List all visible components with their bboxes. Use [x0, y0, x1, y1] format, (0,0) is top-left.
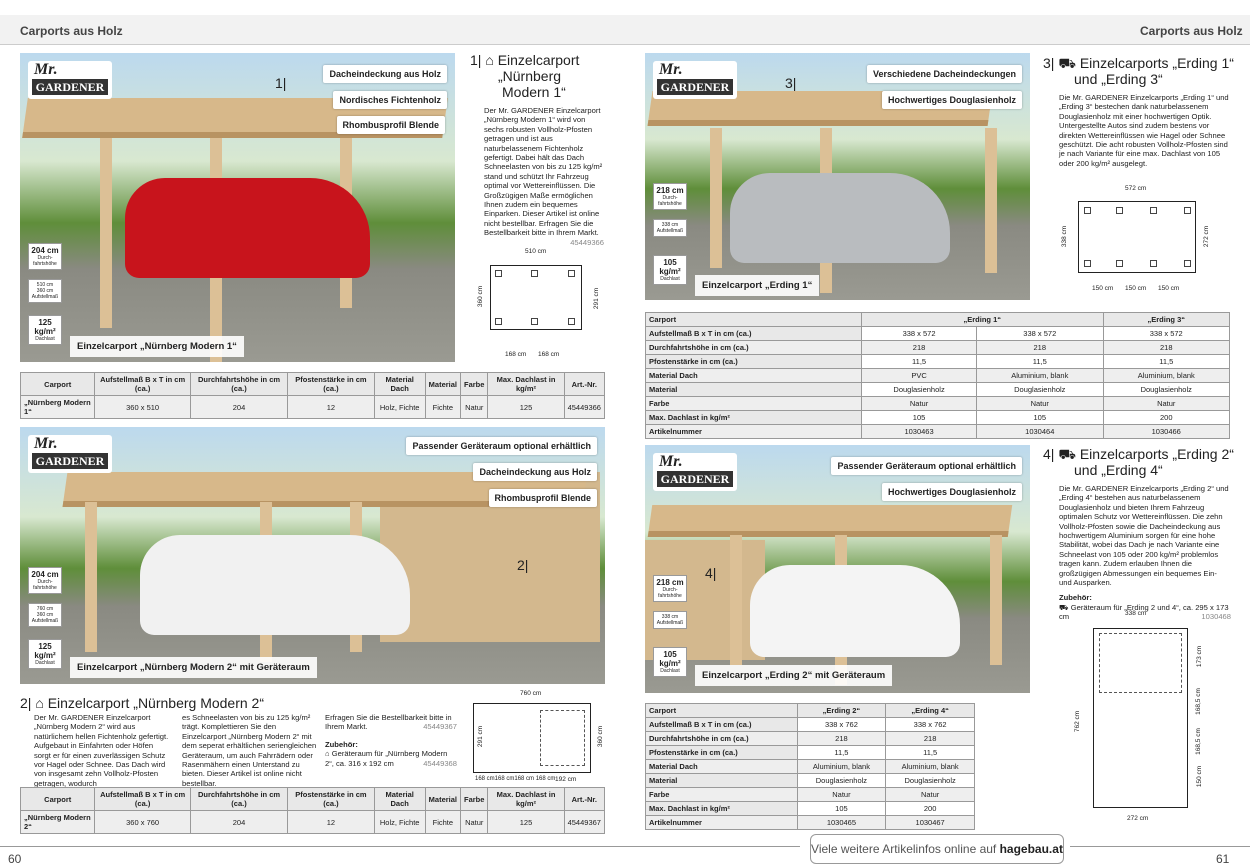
photo-number: 1|: [275, 75, 287, 91]
table-cell: Natur: [886, 788, 975, 802]
spec-table-4: [645, 703, 975, 830]
table-cell: Max. Dachlast in kg/m²: [646, 411, 862, 425]
table-cell: Durchfahrtshöhe in cm (ca.): [646, 732, 798, 746]
column-header: Carport: [646, 704, 798, 718]
table-cell: 1030465: [797, 816, 886, 830]
table-row: [646, 425, 1230, 439]
header-band: [0, 15, 1250, 45]
photo-caption: Einzelcarport „Erding 1“: [695, 275, 819, 296]
table-cell: 200: [1103, 411, 1230, 425]
table-cell: Material: [646, 774, 798, 788]
table-cell: Artikelnummer: [646, 425, 862, 439]
feature-tag: Rhombusprofil Blende: [337, 116, 446, 134]
table-cell: 45449367: [564, 811, 604, 834]
section-title-right: Carports aus Holz: [1140, 24, 1243, 38]
table-cell: Material: [646, 383, 862, 397]
feature-tag: Hochwertiges Douglasienholz: [882, 483, 1022, 501]
photo-nuernberg-modern-2: [20, 427, 605, 684]
table-cell: Aluminium, blank: [797, 760, 886, 774]
photo-number: 2|: [517, 557, 529, 573]
online-info-banner[interactable]: Viele weitere Artikelinfos online auf hagebau.at: [810, 834, 1064, 864]
table-cell: 11,5: [977, 355, 1103, 369]
mr-gardener-logo: Mr. GARDENER: [653, 453, 737, 491]
column-header: „Erding 1“: [862, 313, 1103, 327]
column-header: Carport: [21, 788, 95, 811]
floorplan-1: 510 cm 360 cm 291 cm 168 cm 168 cm: [477, 248, 601, 358]
load-badge: 105 kg/m² Dachlast: [653, 647, 687, 677]
table-cell: 218: [886, 732, 975, 746]
table-cell: Natur: [797, 788, 886, 802]
table-cell: 338 x 762: [886, 718, 975, 732]
photo-erding-1: [645, 53, 1030, 300]
house-icon: ⌂: [325, 749, 330, 759]
table-cell: 11,5: [886, 746, 975, 760]
feature-tag: Passender Geräteraum optional erhältlich: [831, 457, 1022, 475]
table-cell: 218: [862, 341, 977, 355]
column-header: Max. Dachlast in kg/m²: [488, 373, 564, 396]
table-row: [646, 732, 975, 746]
table-cell: 105: [977, 411, 1103, 425]
table-cell: 105: [862, 411, 977, 425]
product-description: Der Mr. GARDENER Einzelcarport „Nürnberg Modern 1“ wird von sechs robusten Vollholz-Pfosten getragen und ist aus naturbelassenem Fichtenholz gefertigt. Dabei hält das Dach Schneelasten von bis zu 125 kg/m² stand und schützt Ihr Fahrzeug optimal vor Wettereinflüssen. Die Großzügigen Maße ermöglichen Ihnen zudem ein bequemes Einparken. Dieser Artikel ist online nicht bestellbar. Erfragen Sie die Bestellbarkeit bitte in Ihrem Markt. 45449366: [484, 106, 604, 247]
table-cell: Fichte: [425, 811, 460, 834]
column-header: Aufstellmaß B x T in cm (ca.): [95, 373, 190, 396]
spec-table-1: [20, 372, 605, 419]
table-cell: Holz, Fichte: [374, 396, 425, 419]
mr-gardener-logo: Mr. GARDENER: [28, 435, 112, 473]
table-cell: Max. Dachlast in kg/m²: [646, 802, 798, 816]
truck-icon: ⛟: [1059, 602, 1069, 612]
table-cell: Artikelnummer: [646, 816, 798, 830]
table-cell: 125: [488, 811, 564, 834]
column-header: Carport: [646, 313, 862, 327]
product-title: 4| ⛟ Einzelcarports „Erding 2“ und „Erding 4“: [1043, 446, 1234, 478]
product-4-info: 4| ⛟ Einzelcarports „Erding 2“ und „Erding 4“ Die Mr. GARDENER Einzelcarports „Erding 2“ und „Erding 4“ bestehen aus naturbelassenem Douglasienholz und bieten Ihrem Fahrzeug optimalen Schutz vor Wettereinflüssen. Die zehn Vollholz-Pfosten sowie die Dacheindeckung aus hochwertigem Aluminium sorgen für eine hohe Stabilität, wobei das Dach je nach Variante eine Schneelast von 105 oder 200 kg/m² problemlos tragen kann. Zudem erlauben Ihnen die großzügigen Abmessungen ein bequemes Ein- und Ausparken. Zubehör: ⛟ Geräteraum für „Erding 2 und 4“, ca. 295 x 173 cm 1030468: [1043, 446, 1238, 622]
feature-tag: Nordisches Fichtenholz: [333, 91, 447, 109]
size-badge: 510 cm 360 cm Aufstellmaß: [28, 279, 62, 303]
truck-icon: ⛟: [1058, 55, 1076, 71]
table-row: [646, 718, 975, 732]
feature-tag: Hochwertiges Douglasienholz: [882, 91, 1022, 109]
table-cell: Natur: [461, 396, 488, 419]
mr-gardener-logo: Mr. GARDENER: [653, 61, 737, 99]
column-header: Max. Dachlast in kg/m²: [488, 788, 564, 811]
table-cell: Farbe: [646, 788, 798, 802]
table-cell: Fichte: [425, 396, 460, 419]
table-cell: Holz, Fichte: [374, 811, 425, 834]
table-row: [646, 327, 1230, 341]
floorplan-2: 760 cm 291 cm 360 cm 168 cm168 cm168 cm 168 cm 192 cm: [475, 690, 605, 783]
table-cell: 360 x 510: [95, 396, 190, 419]
table-row: [646, 383, 1230, 397]
table-cell: 45449366: [564, 396, 604, 419]
footer-line: [1070, 846, 1250, 847]
feature-tag: Passender Geräteraum optional erhältlich: [406, 437, 597, 455]
table-cell: 12: [288, 396, 375, 419]
table-cell: 1030466: [1103, 425, 1230, 439]
table-cell: 218: [977, 341, 1103, 355]
table-cell: Natur: [977, 397, 1103, 411]
table-cell: 200: [886, 802, 975, 816]
table-row: [646, 369, 1230, 383]
column-header: Durchfahrtshöhe in cm (ca.): [190, 373, 287, 396]
table-header-row: [646, 704, 975, 718]
load-badge: 125 kg/m² Dachlast: [28, 639, 62, 669]
table-cell: 218: [1103, 341, 1230, 355]
mr-gardener-logo: Mr. GARDENER: [28, 61, 112, 99]
table-cell: Douglasienholz: [977, 383, 1103, 397]
table-cell: 12: [288, 811, 375, 834]
column-header: Farbe: [461, 373, 488, 396]
table-row: [646, 341, 1230, 355]
table-cell: 204: [190, 396, 287, 419]
photo-caption: Einzelcarport „Nürnberg Modern 1“: [70, 336, 244, 357]
column-header: Pfostenstärke in cm (ca.): [288, 788, 375, 811]
table-row: [646, 788, 975, 802]
table-cell: 1030463: [862, 425, 977, 439]
column-header: Material: [425, 788, 460, 811]
table-cell: PVC: [862, 369, 977, 383]
table-cell: 11,5: [1103, 355, 1230, 369]
house-icon: ⌂: [35, 695, 44, 711]
table-cell: Natur: [1103, 397, 1230, 411]
table-cell: Douglasienholz: [886, 774, 975, 788]
table-cell: „Nürnberg Modern 2“: [21, 811, 95, 834]
table-row: [646, 816, 975, 830]
product-title: 3| ⛟ Einzelcarports „Erding 1“ und „Erding 3“: [1043, 55, 1234, 87]
table-cell: Natur: [461, 811, 488, 834]
table-cell: 360 x 760: [95, 811, 190, 834]
footer-line: [0, 846, 800, 847]
table-cell: 338 x 572: [1103, 327, 1230, 341]
column-header: Pfostenstärke in cm (ca.): [288, 373, 375, 396]
table-cell: Pfostenstärke in cm (ca.): [646, 746, 798, 760]
table-cell: Farbe: [646, 397, 862, 411]
table-cell: 1030464: [977, 425, 1103, 439]
column-header: Art.-Nr.: [564, 373, 604, 396]
photo-nuernberg-modern-1: [20, 53, 455, 362]
table-cell: 11,5: [797, 746, 886, 760]
table-cell: 105: [797, 802, 886, 816]
column-header: Art.-Nr.: [564, 788, 604, 811]
product-1-info: [470, 52, 620, 247]
table-cell: Aluminium, blank: [977, 369, 1103, 383]
photo-caption: Einzelcarport „Erding 2“ mit Geräteraum: [695, 665, 892, 686]
table-row: [646, 774, 975, 788]
page-number-left: 60: [8, 852, 22, 866]
table-cell: Material Dach: [646, 760, 798, 774]
column-header: Carport: [21, 373, 95, 396]
table-cell: „Nürnberg Modern 1“: [21, 396, 95, 419]
column-header: Material: [425, 373, 460, 396]
table-cell: 218: [797, 732, 886, 746]
height-badge: 218 cm Durch-fahrtshöhe: [653, 183, 687, 210]
photo-erding-2: [645, 445, 1030, 693]
load-badge: 105 kg/m² Dachlast: [653, 255, 687, 285]
height-badge: 204 cm Durch-fahrtshöhe: [28, 243, 62, 270]
table-cell: 338 x 572: [862, 327, 977, 341]
table-cell: Douglasienholz: [862, 383, 977, 397]
table-row: [646, 802, 975, 816]
size-badge: 760 cm 360 cm Aufstellmaß: [28, 603, 62, 627]
height-badge: 218 cm Durch-fahrtshöhe: [653, 575, 687, 602]
table-cell: Douglasienholz: [1103, 383, 1230, 397]
floorplan-3: 572 cm 338 cm 272 cm 150 cm 150 cm 150 cm: [1061, 185, 1211, 292]
house-icon: ⌂: [485, 52, 494, 68]
table-cell: Durchfahrtshöhe in cm (ca.): [646, 341, 862, 355]
table-cell: Aluminium, blank: [886, 760, 975, 774]
section-title-left: Carports aus Holz: [20, 24, 123, 38]
table-row: [646, 746, 975, 760]
table-row: [646, 355, 1230, 369]
photo-number: 4|: [705, 565, 717, 581]
spec-table-3: [645, 312, 1230, 439]
product-title: 2| ⌂ Einzelcarport „Nürnberg Modern 2“: [20, 695, 265, 711]
table-cell: Douglasienholz: [797, 774, 886, 788]
table-row: [646, 760, 975, 774]
table-cell: 204: [190, 811, 287, 834]
table-cell: Aluminium, blank: [1103, 369, 1230, 383]
spec-table-2: [20, 787, 605, 834]
photo-number: 3|: [785, 75, 797, 91]
column-header: „Erding 4“: [886, 704, 975, 718]
height-badge: 204 cm Durch-fahrtshöhe: [28, 567, 62, 594]
table-cell: 11,5: [862, 355, 977, 369]
table-cell: Material Dach: [646, 369, 862, 383]
page-number-right: 61: [1216, 852, 1230, 866]
size-badge: 338 cm Aufstellmaß: [653, 219, 687, 237]
size-badge: 338 cm Aufstellmaß: [653, 611, 687, 629]
column-header: Durchfahrtshöhe in cm (ca.): [190, 788, 287, 811]
table-cell: Natur: [862, 397, 977, 411]
feature-tag: Verschiedene Dacheindeckungen: [867, 65, 1022, 83]
table-cell: Aufstellmaß B x T in cm (ca.): [646, 718, 798, 732]
floorplan-4: 338 cm 762 cm 173 cm 168,5 cm 168,5 cm 150 cm 272 cm: [1074, 610, 1204, 822]
table-cell: 125: [488, 396, 564, 419]
column-header: Farbe: [461, 788, 488, 811]
truck-icon: ⛟: [1058, 446, 1076, 462]
feature-tag: Dacheindeckung aus Holz: [323, 65, 447, 83]
photo-caption: Einzelcarport „Nürnberg Modern 2“ mit Geräteraum: [70, 657, 317, 678]
table-row: [646, 397, 1230, 411]
product-3-info: 3| ⛟ Einzelcarports „Erding 1“ und „Erding 3“ Die Mr. GARDENER Einzelcarports „Erding 1“ und „Erding 3“ bestechen dank naturbelassenem Douglasienholz mit einer hochwertigen Optik. Untergestellte Autos sind zudem bestens vor direkten Wettereinflüssen wie Hagel oder Schnee geschützt. Die acht robusten Vollholz-Pfosten sind je nach Variante für eine max. Dachlast von 105 oder 200 kg/m² ausgelegt.: [1043, 55, 1238, 168]
column-header: Material Dach: [374, 373, 425, 396]
feature-tag: Dacheindeckung aus Holz: [473, 463, 597, 481]
table-cell: 338 x 572: [977, 327, 1103, 341]
table-cell: Pfostenstärke in cm (ca.): [646, 355, 862, 369]
product-2-info: 2| ⌂ Einzelcarport „Nürnberg Modern 2“ Der Mr. GARDENER Einzelcarport „Nürnberg Modern 2“ wird aus natürlichem hellen Fichtenholz gefertigt. Aufgebaut in Einfahrten oder Höfen sorgt er für einen zuverlässigen Schutz vor Hagel oder Schnee. Das Dach wird von insgesamt zehn Vollholz-Pfosten getragen, wodurch es Schneelasten von bis zu 125 kg/m² trägt. Komplettieren Sie den Einzelcarport „Nürnberg Modern 2“ mit dem seperat erhältlichen seriengleichen Geräteraum, um auch Fahrrädern oder Rasenmähern einen Unterstand zu bieten. Dieser Artikel ist online nicht bestellbar. Erfragen Sie die Bestellbarkeit bitte in Ihrem Markt. 45449367 Zubehör: ⌂ Geräteraum für „Nürnberg Modern 2“, ca. 316 x 192 cm 45449368: [20, 695, 460, 711]
product-title: 1| ⌂ Einzelcarport „Nürnberg Modern 1“: [470, 52, 580, 100]
table-cell: Aufstellmaß B x T in cm (ca.): [646, 327, 862, 341]
table-cell: 338 x 762: [797, 718, 886, 732]
column-header: Material Dach: [374, 788, 425, 811]
table-cell: 1030467: [886, 816, 975, 830]
feature-tag: Rhombusprofil Blende: [489, 489, 598, 507]
load-badge: 125 kg/m² Dachlast: [28, 315, 62, 345]
table-header-row: [646, 313, 1230, 327]
column-header: „Erding 3“: [1103, 313, 1230, 327]
column-header: „Erding 2“: [797, 704, 886, 718]
table-row: [646, 411, 1230, 425]
column-header: Aufstellmaß B x T in cm (ca.): [95, 788, 190, 811]
